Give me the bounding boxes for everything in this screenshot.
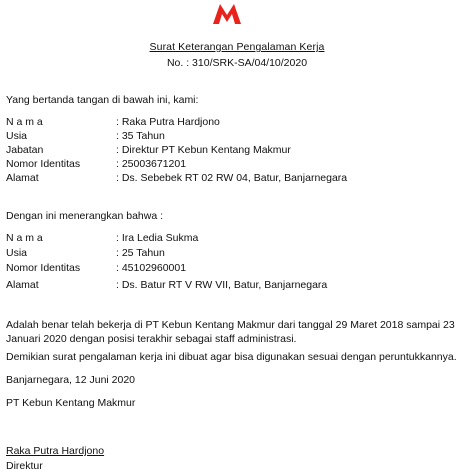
field-value: : Raka Putra Hardjono bbox=[116, 116, 220, 128]
field-label: Jabatan bbox=[6, 144, 44, 156]
intro-text: Yang bertanda tangan di bawah ini, kami: bbox=[6, 94, 199, 106]
field-value: : 45102960001 bbox=[116, 262, 187, 274]
field-value: : Ds. Sebebek RT 02 RW 04, Batur, Banjarnegara bbox=[116, 172, 348, 184]
field-value: : Ds. Batur RT V RW VII, Batur, Banjarnegara bbox=[116, 279, 328, 291]
field-label: N a m a bbox=[6, 116, 43, 128]
field-label: Nomor Identitas bbox=[6, 262, 81, 274]
field-value: : Direktur PT Kebun Kentang Makmur bbox=[116, 144, 291, 156]
signer-title: Direktur bbox=[6, 460, 43, 472]
company-name: PT Kebun Kentang Makmur bbox=[6, 397, 136, 409]
closing-paragraph: Demikian surat pengalaman kerja ini dibuat agar bisa digunakan sesuai dengan peruntukkannya. bbox=[6, 351, 457, 363]
field-value: : 35 Tahun bbox=[116, 130, 165, 142]
field-value: : 25003671201 bbox=[116, 158, 187, 170]
letter-number: No. : 310/SRK-SA/04/10/2020 bbox=[166, 57, 308, 69]
field-label: Alamat bbox=[6, 172, 39, 184]
field-label: Nomor Identitas bbox=[6, 158, 81, 170]
field-label: Usia bbox=[6, 247, 28, 259]
field-value: : 25 Tahun bbox=[116, 247, 165, 259]
m-logo-icon bbox=[212, 3, 242, 25]
place-date: Banjarnegara, 12 Juni 2020 bbox=[6, 374, 136, 386]
field-value: : Ira Ledia Sukma bbox=[116, 232, 199, 244]
letter-title: Surat Keterangan Pengalaman Kerja bbox=[149, 41, 325, 53]
body-paragraph: Adalah benar telah bekerja di PT Kebun Kentang Makmur dari tanggal 29 Maret 2018 sampai 23 Januari 2020 dengan posisi terakhir sebagai staff administrasi. bbox=[6, 319, 455, 345]
field-label: Usia bbox=[6, 130, 28, 142]
signer-name: Raka Putra Hardjono bbox=[6, 445, 105, 457]
field-label: N a m a bbox=[6, 232, 43, 244]
field-label: Alamat bbox=[6, 279, 39, 291]
statement-intro: Dengan ini menerangkan bahwa : bbox=[6, 210, 164, 222]
